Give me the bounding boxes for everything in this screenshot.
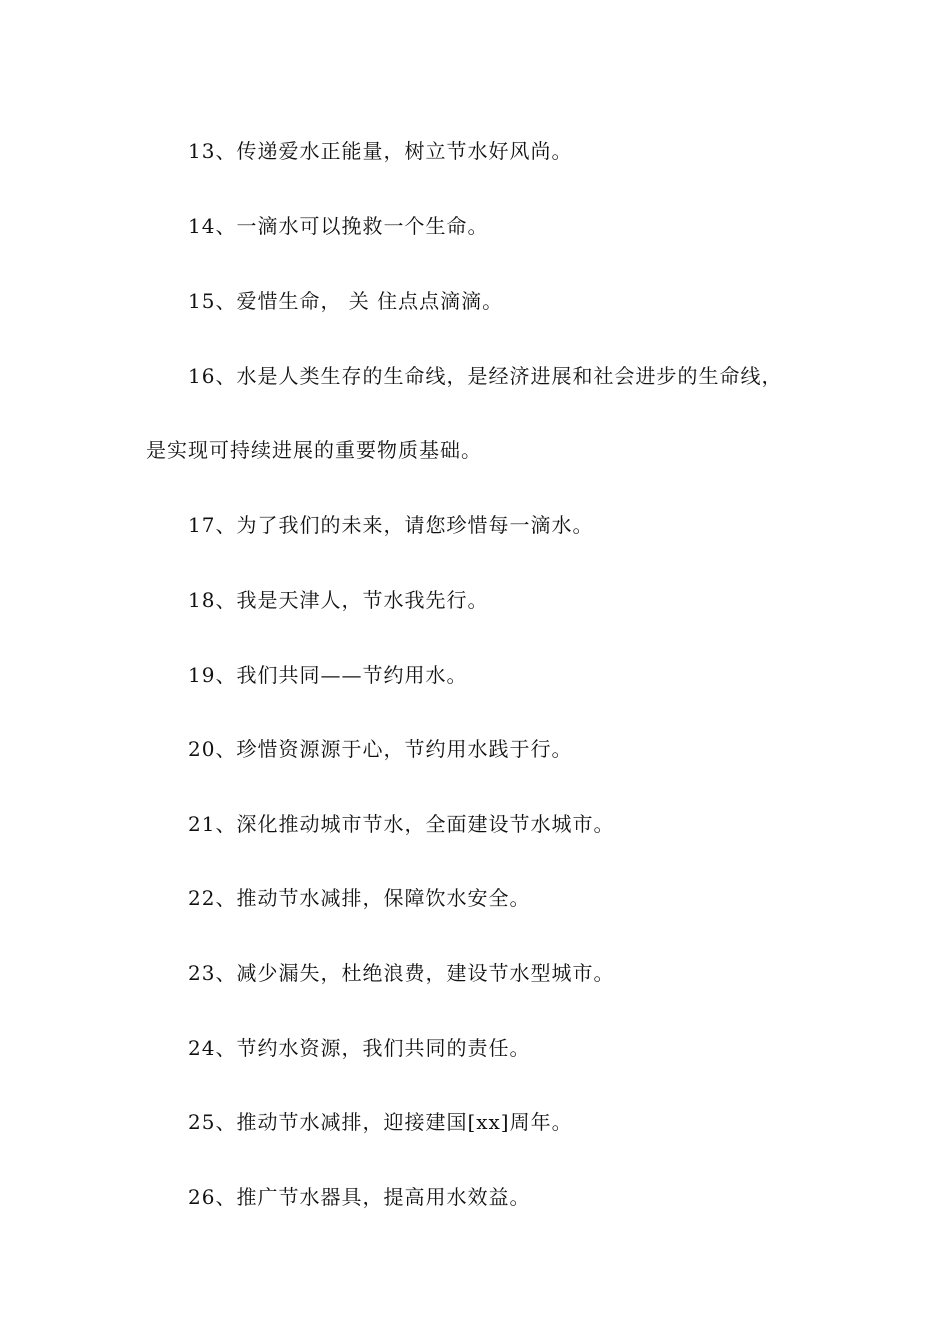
slogan-19: 19、我们共同——节约用水。	[188, 663, 468, 687]
slogan-20: 20、珍惜资源源于心，节约用水践于行。	[188, 737, 573, 761]
slogan-15: 15、爱惜生命， 关 住点点滴滴。	[188, 289, 504, 313]
slogan-18: 18、我是天津人，节水我先行。	[188, 588, 489, 612]
slogan-26: 26、推广节水器具，提高用水效益。	[188, 1185, 531, 1209]
slogan-14: 14、一滴水可以挽救一个生命。	[188, 214, 489, 238]
slogan-21: 21、深化推动城市节水，全面建设节水城市。	[188, 812, 615, 836]
slogan-16-line-1: 16、水是人类生存的生命线，是经济进展和社会进步的生命线，	[188, 364, 783, 388]
slogan-22: 22、推动节水减排，保障饮水安全。	[188, 886, 531, 910]
slogan-24: 24、节约水资源，我们共同的责任。	[188, 1036, 531, 1060]
slogan-17: 17、为了我们的未来，请您珍惜每一滴水。	[188, 513, 594, 537]
slogan-25: 25、推动节水减排，迎接建国[xx]周年。	[188, 1110, 573, 1134]
slogan-13: 13、传递爱水正能量，树立节水好风尚。	[188, 139, 573, 163]
slogan-16-line-2: 是实现可持续进展的重要物质基础。	[146, 438, 482, 462]
slogan-23: 23、减少漏失，杜绝浪费，建设节水型城市。	[188, 961, 615, 985]
